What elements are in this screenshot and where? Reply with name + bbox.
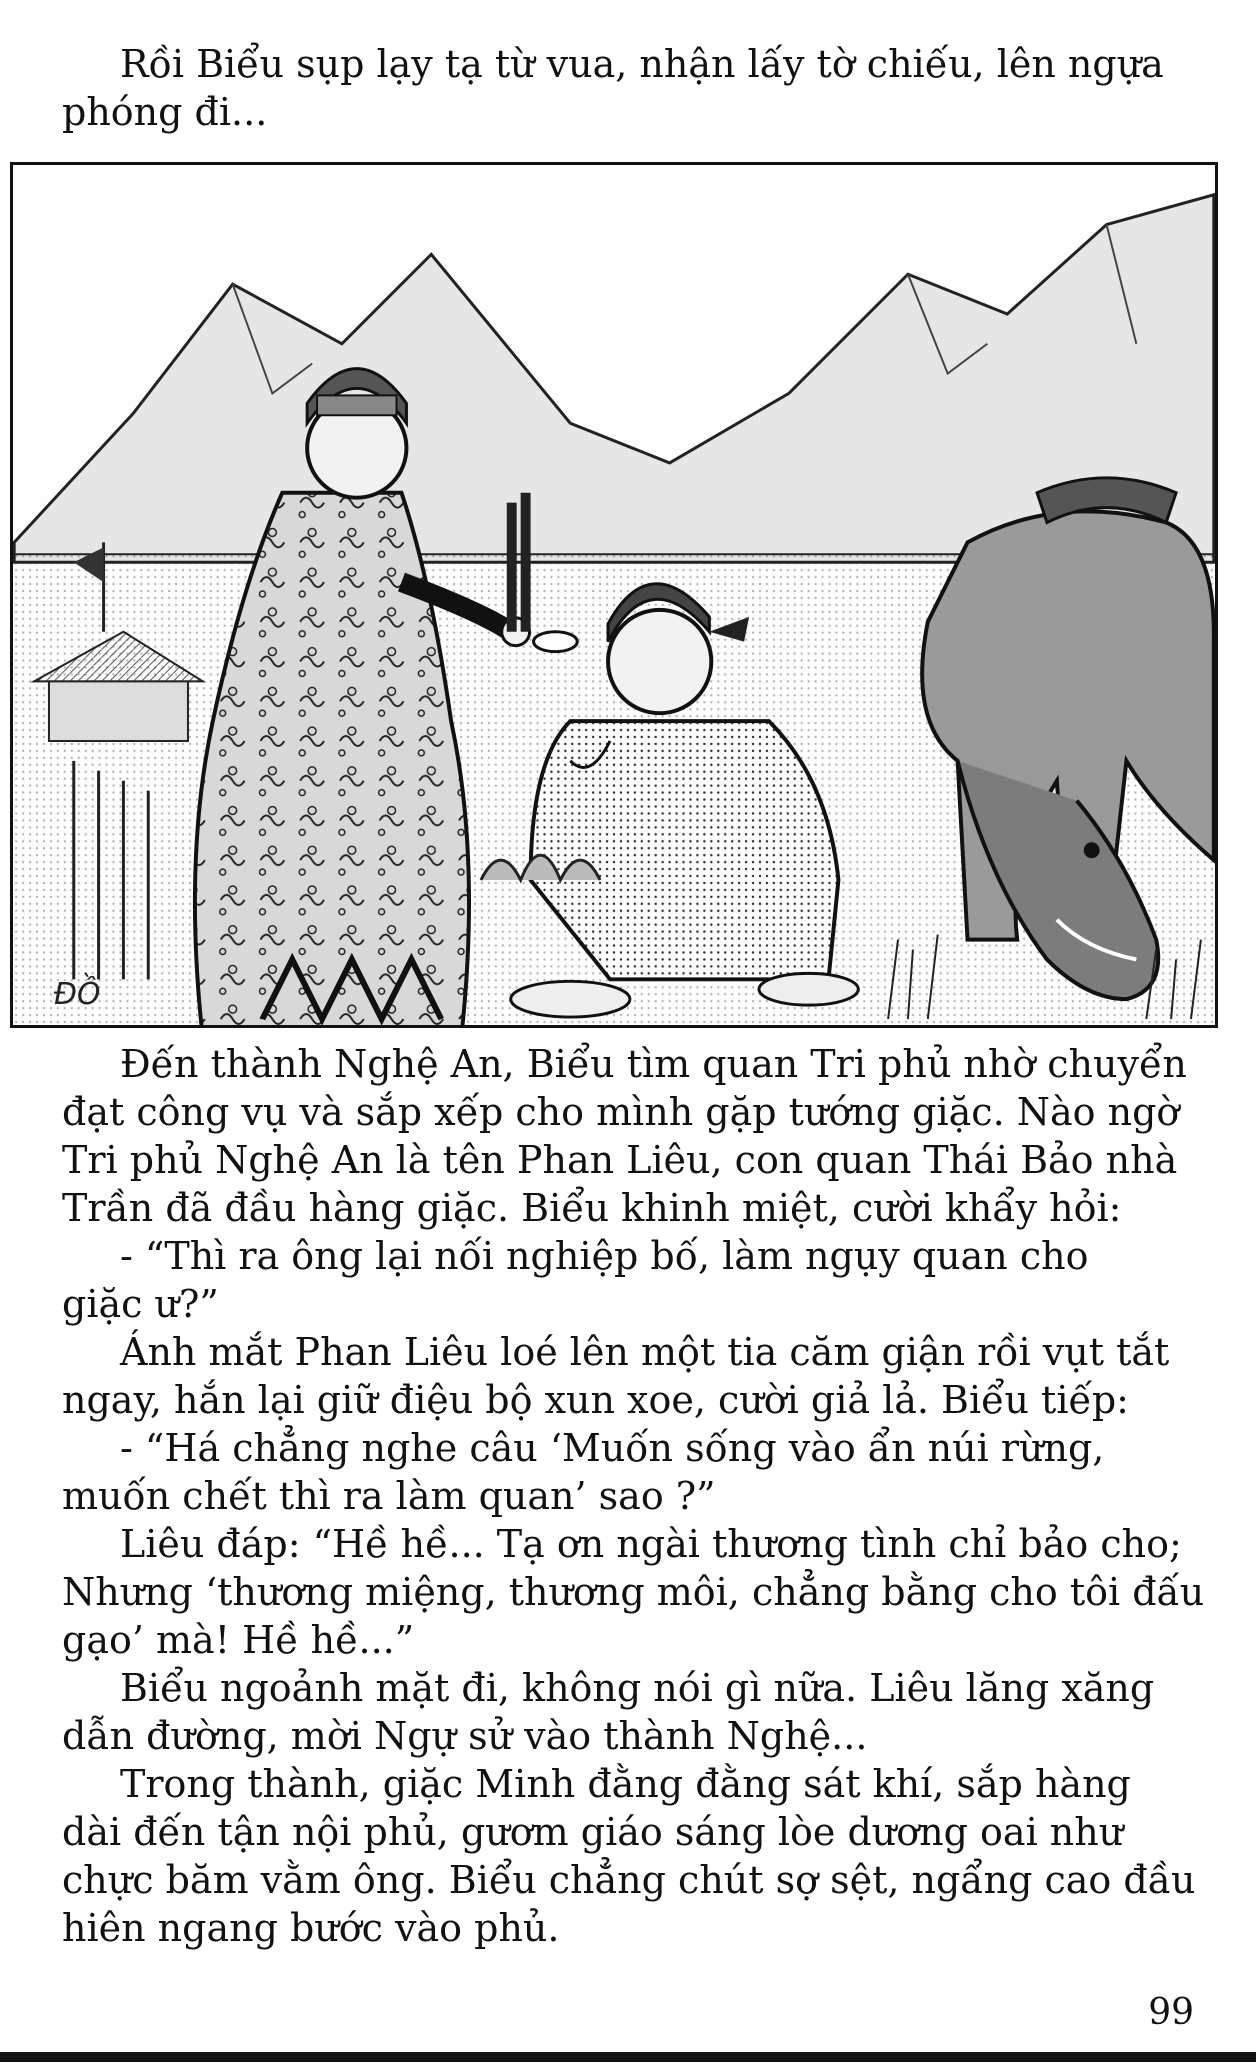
text-line: Liêu đáp: “Hề hề... Tạ ơn ngài thương tình chỉ bảo cho; — [120, 1522, 1182, 1566]
text-line: Nhưng ‘thương miệng, thương môi, chẳng bằng cho tôi đấu — [62, 1570, 1205, 1614]
illustration-drawing — [13, 165, 1215, 1025]
text-line: Rồi Biểu sụp lạy tạ từ vua, nhận lấy tờ chiếu, lên ngựa — [120, 42, 1164, 86]
page-number: 99 — [1148, 1992, 1194, 2033]
text-line: dẫn đường, mời Ngự sử vào thành Nghệ... — [62, 1714, 868, 1758]
text-line: chực băm vằm ông. Biểu chẳng chút sợ sệt, ngẩng cao đầu — [62, 1858, 1196, 1902]
text-line: đạt công vụ và sắp xếp cho mình gặp tướng giặc. Nào ngờ — [62, 1090, 1180, 1134]
text-line: giặc ư?” — [62, 1282, 219, 1326]
text-line: Ánh mắt Phan Liêu loé lên một tia căm giận rồi vụt tắt — [120, 1330, 1170, 1374]
text-line: Đến thành Nghệ An, Biểu tìm quan Tri phủ nhờ chuyển — [120, 1042, 1187, 1086]
body-text — [62, 1040, 1205, 1952]
text-line: ngay, hắn lại giữ điệu bộ xun xoe, cười giả lả. Biểu tiếp: — [62, 1378, 1129, 1422]
text-line: gạo’ mà! Hề hề...” — [62, 1618, 415, 1662]
text-line: hiên ngang bước vào phủ. — [62, 1906, 560, 1950]
text-line: dài đến tận nội phủ, gươm giáo sáng lòe dương oai như — [62, 1810, 1124, 1854]
text-line: phóng đi... — [62, 90, 268, 134]
text-line: Biểu ngoảnh mặt đi, không nói gì nữa. Liêu lăng xăng — [120, 1666, 1155, 1710]
text-line: Trần đã đầu hàng giặc. Biểu khinh miệt, cười khẩy hỏi: — [62, 1186, 1122, 1230]
text-line: Trong thành, giặc Minh đằng đằng sát khí, sắp hàng — [120, 1762, 1131, 1806]
text-line: - “Há chẳng nghe câu ‘Muốn sống vào ẩn núi rừng, — [120, 1426, 1105, 1470]
text-line: Tri phủ Nghệ An là tên Phan Liêu, con quan Thái Bảo nhà — [62, 1138, 1178, 1182]
bottom-rule — [0, 2052, 1256, 2062]
text-line: muốn chết thì ra làm quan’ sao ?” — [62, 1474, 716, 1518]
story-illustration — [10, 162, 1218, 1028]
intro-paragraph — [62, 40, 1176, 136]
text-line: - “Thì ra ông lại nối nghiệp bố, làm ngụy quan cho — [120, 1234, 1089, 1278]
artist-signature: ĐỒ — [53, 977, 101, 1013]
